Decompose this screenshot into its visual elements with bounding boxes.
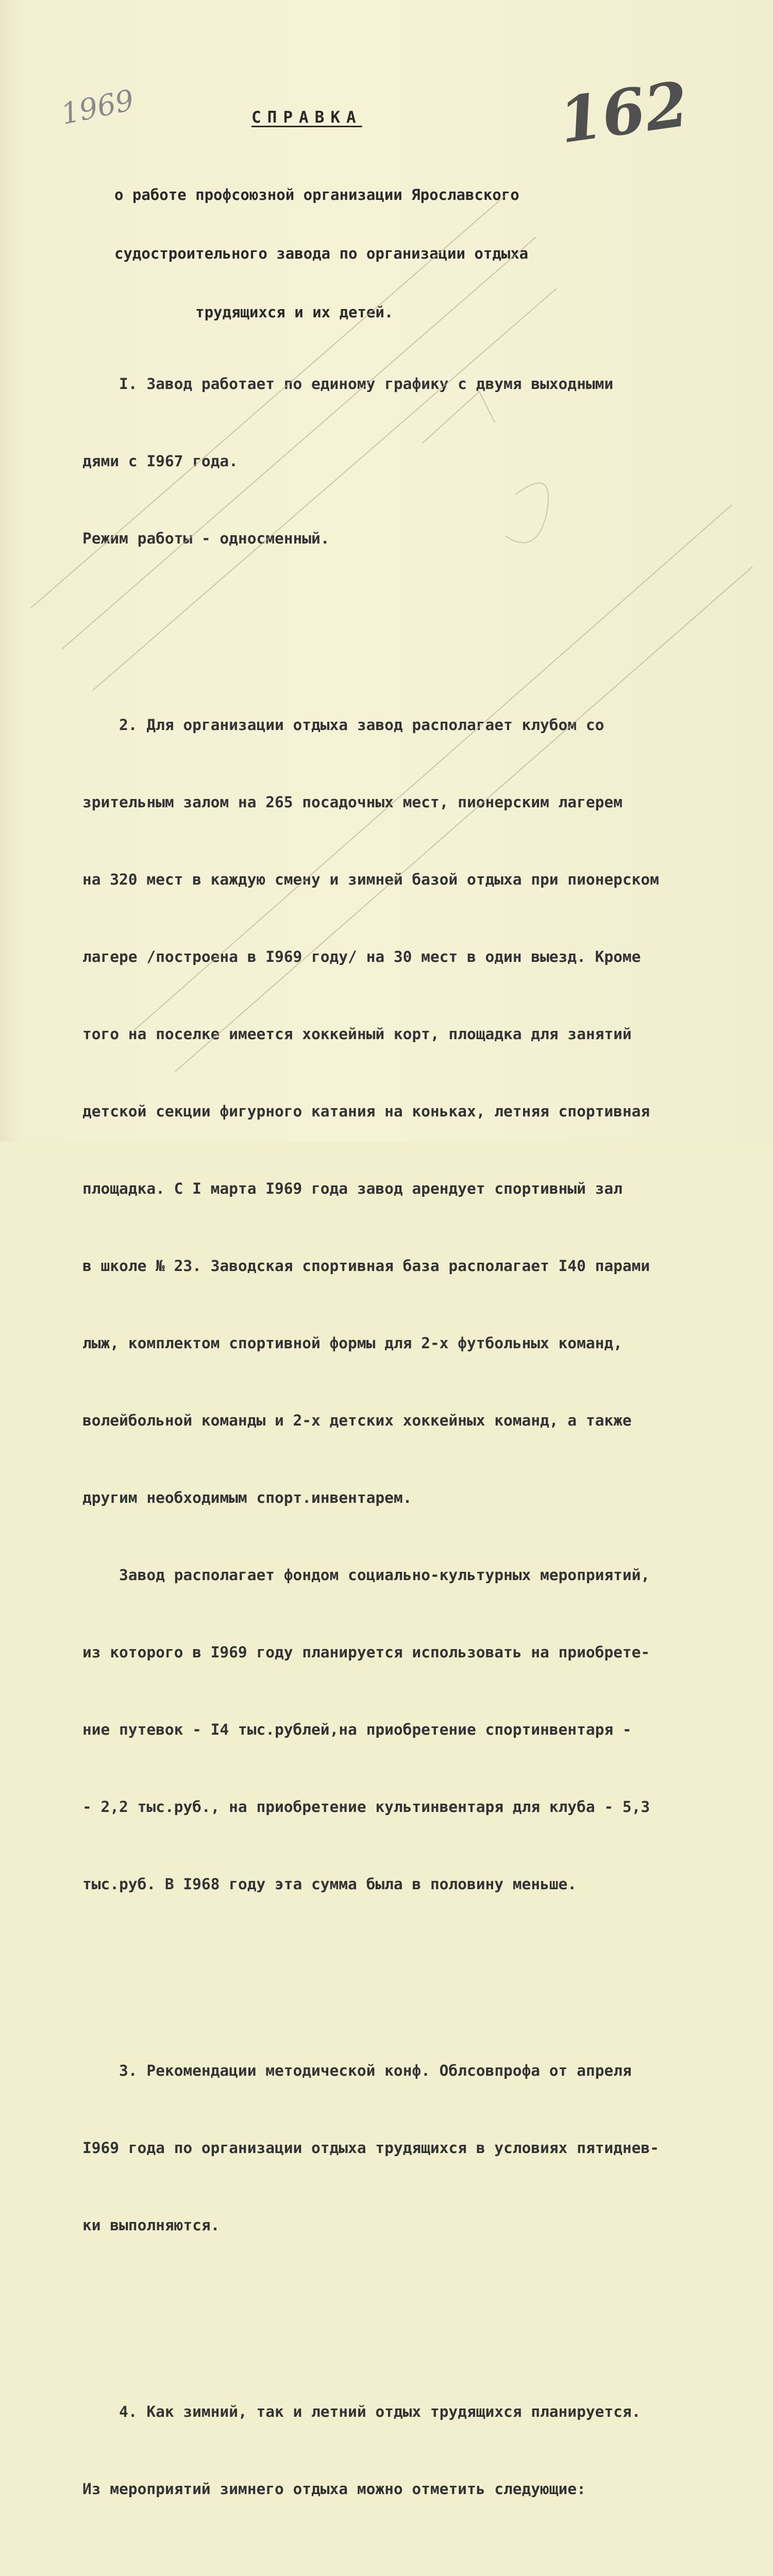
subtitle-line: судостроительного завода по организации отдыха (114, 245, 529, 262)
text-line: лагере /построена в I969 году/ на 30 мест в один выезд. Кроме (82, 948, 641, 965)
text-line: ние путевок - I4 тыс.рублей,на приобретение спортинвентаря - (82, 1721, 632, 1738)
subtitle-line: трудящихся и их детей. (114, 303, 394, 321)
paragraph-1 (82, 319, 747, 603)
text-line: в школе № 23. Заводская спортивная база располагает I40 парами (82, 1257, 650, 1275)
text-line: ки выполняются. (82, 2216, 220, 2234)
text-line: 3. Рекомендации методической конф. Облсовпрофа от апреля (82, 2062, 632, 2079)
text-line: из которого в I969 году планируется использовать на приобрете- (82, 1643, 650, 1661)
text-line: площадка. С I марта I969 года завод арендует спортивный зал (82, 1180, 623, 1197)
text-line: лыж, комплектом спортивной формы для 2-х футбольных команд, (82, 1334, 623, 1352)
paragraph-2 (82, 660, 747, 1948)
paragraph-4 (82, 2347, 747, 2553)
text-line: того на поселке имеется хоккейный корт, площадка для занятий (82, 1025, 632, 1043)
text-line: Из мероприятий зимнего отдыха можно отметить следующие: (82, 2480, 586, 2498)
subtitle-line: о работе профсоюзной организации Ярославского (114, 186, 519, 204)
paragraph-3 (82, 2006, 747, 2290)
text-line: другим необходимым спорт.инвентарем. (82, 1489, 412, 1506)
text-line: 4. Как зимний, так и летний отдых трудящихся планируется. (82, 2403, 641, 2420)
text-line: тыс.руб. В I968 году эта сумма была в половину меньше. (82, 1875, 577, 1893)
text-line: - 2,2 тыс.руб., на приобретение культинвентаря для клуба - 5,3 (82, 1798, 650, 1816)
handwritten-year-note: 1969 (58, 83, 137, 132)
text-line: I. Завод работает по единому графику с двумя выходными (82, 375, 614, 393)
text-line: Режим работы - односменный. (82, 530, 330, 547)
text-line: волейбольной команды и 2-х детских хоккейных команд, а также (82, 1412, 632, 1429)
text-line: детской секции фигурного катания на коньках, летняя спортивная (82, 1103, 650, 1120)
document-body (82, 268, 747, 2576)
document-title: СПРАВКА (251, 108, 362, 127)
handwritten-folio-number: 162 (554, 67, 693, 158)
text-line: I969 года по организации отдыха трудящихся в условиях пятиднев- (82, 2139, 659, 2157)
text-line: Завод располагает фондом социально-культурных мероприятий, (82, 1566, 650, 1584)
text-line: дями с I967 года. (82, 452, 238, 470)
text-line: 2. Для организации отдыха завод располагает клубом со (82, 716, 604, 734)
text-line: на 320 мест в каждую смену и зимней базой отдыха при пионерском (82, 871, 659, 888)
text-line: зрительным залом на 265 посадочных мест, пионерским лагерем (82, 793, 623, 811)
